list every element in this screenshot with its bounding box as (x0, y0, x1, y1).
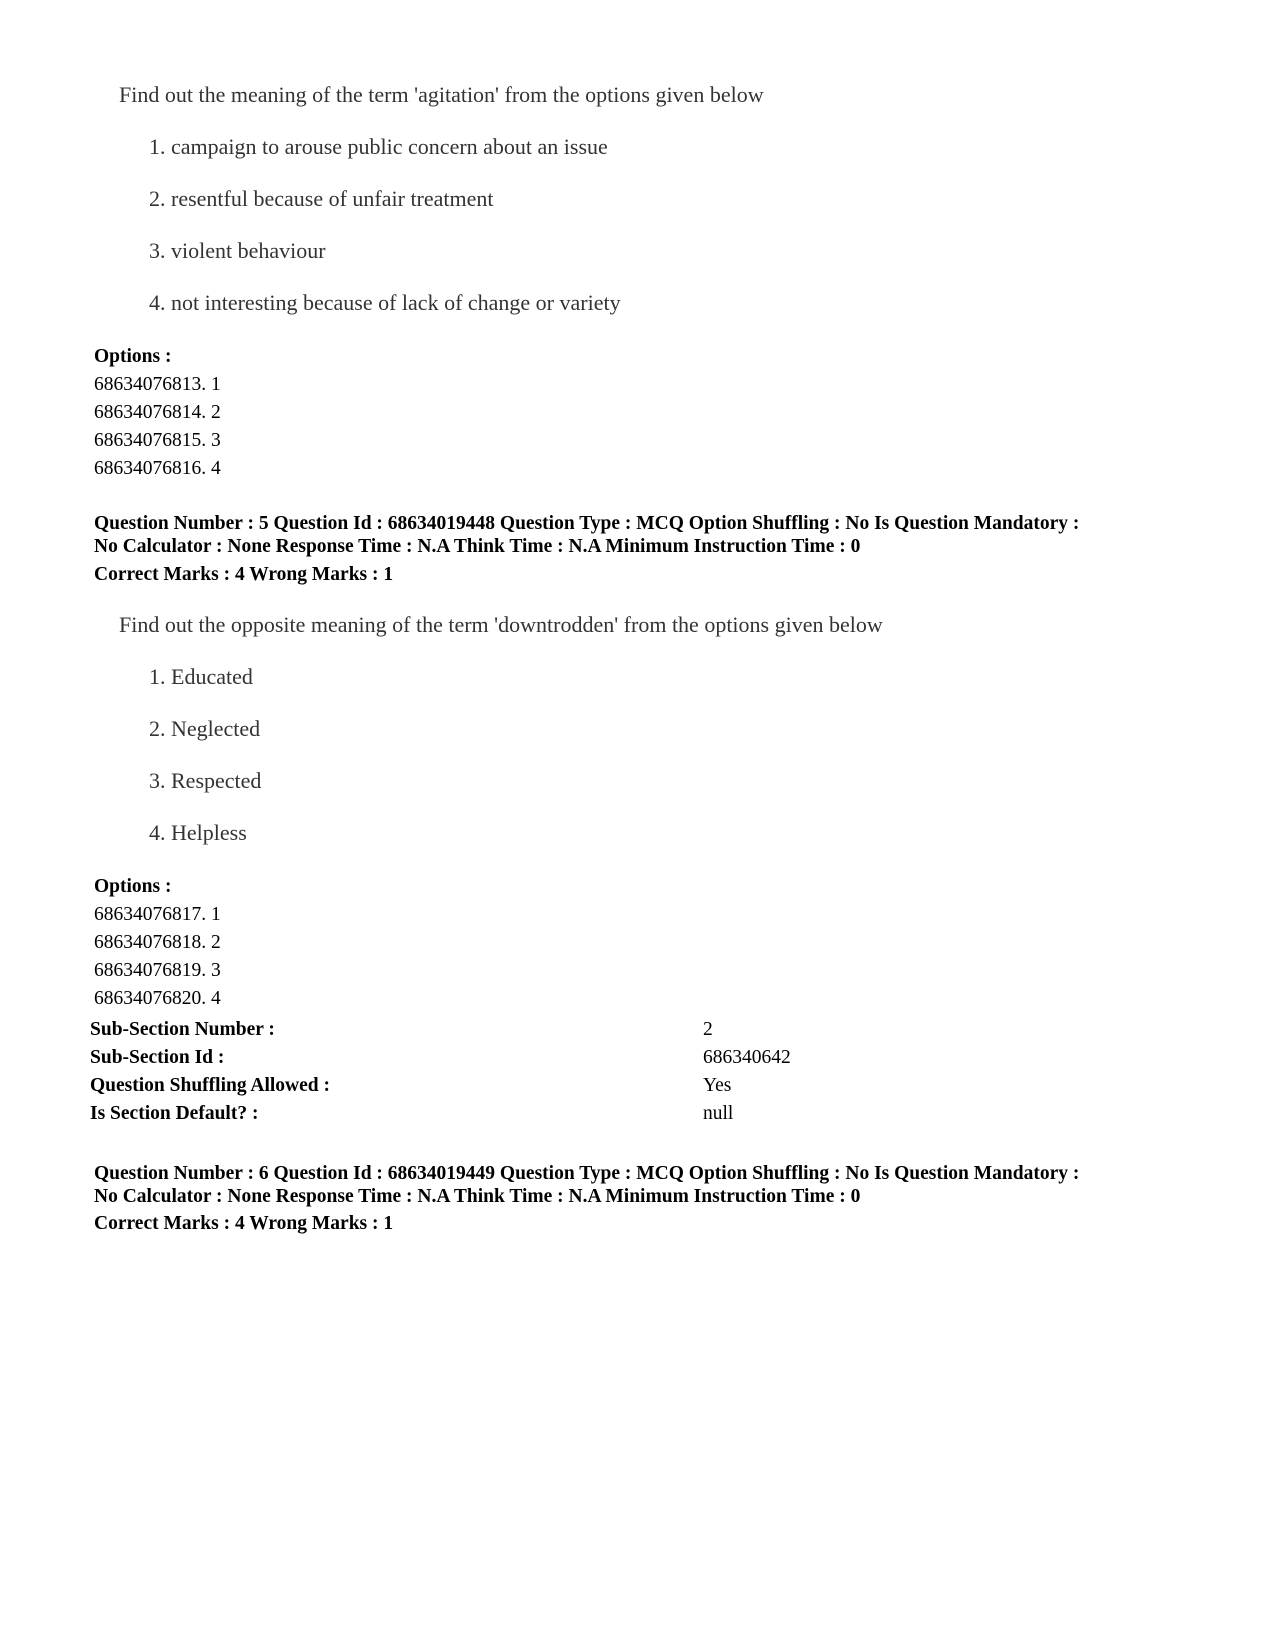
question-5-option-1: 68634076817. 1 (94, 904, 221, 925)
question-4-option-3: 68634076815. 3 (94, 430, 221, 451)
question-5-stem: Find out the opposite meaning of the term 'downtrodden' from the options given below (119, 612, 883, 637)
question-5-option-2: 68634076818. 2 (94, 932, 221, 953)
question-6-marks: Correct Marks : 4 Wrong Marks : 1 (94, 1213, 394, 1234)
section-default-value: null (703, 1103, 734, 1124)
question-5-choice-4: 4. Helpless (149, 820, 247, 845)
question-4-option-1: 68634076813. 1 (94, 374, 221, 395)
subsection-id-label: Sub-Section Id : (90, 1047, 225, 1068)
question-4-choice-4: 4. not interesting because of lack of change or variety (149, 290, 621, 315)
section-default-label: Is Section Default? : (90, 1103, 259, 1124)
question-4-choice-2: 2. resentful because of unfair treatment (149, 186, 494, 211)
question-5-header-line-1: Question Number : 5 Question Id : 68634019448 Question Type : MCQ Option Shuffling : No Is Question Mandatory : (94, 513, 1080, 534)
question-4-choice-3: 3. violent behaviour (149, 238, 326, 263)
subsection-number-label: Sub-Section Number : (90, 1019, 275, 1040)
question-6-header-line-1: Question Number : 6 Question Id : 68634019449 Question Type : MCQ Option Shuffling : No Is Question Mandatory : (94, 1163, 1080, 1184)
question-5-option-3: 68634076819. 3 (94, 960, 221, 981)
question-4-options-label: Options : (94, 346, 172, 367)
question-5-choice-3: 3. Respected (149, 768, 262, 793)
question-5-choice-2: 2. Neglected (149, 716, 261, 741)
question-5-option-4: 68634076820. 4 (94, 988, 221, 1009)
subsection-number-value: 2 (703, 1019, 713, 1040)
question-5-marks: Correct Marks : 4 Wrong Marks : 1 (94, 564, 394, 585)
question-6-header-line-2: No Calculator : None Response Time : N.A Think Time : N.A Minimum Instruction Time : 0 (94, 1186, 861, 1207)
question-5-choice-1: 1. Educated (149, 664, 253, 689)
question-4-option-4: 68634076816. 4 (94, 458, 221, 479)
question-shuffling-value: Yes (703, 1075, 732, 1096)
question-shuffling-label: Question Shuffling Allowed : (90, 1075, 331, 1096)
subsection-id-value: 686340642 (703, 1047, 791, 1068)
question-5-header-line-2: No Calculator : None Response Time : N.A Think Time : N.A Minimum Instruction Time : 0 (94, 536, 861, 557)
question-4-choice-1: 1. campaign to arouse public concern about an issue (149, 134, 608, 159)
question-5-options-label: Options : (94, 876, 172, 897)
question-4-stem: Find out the meaning of the term 'agitation' from the options given below (119, 82, 764, 107)
question-4-option-2: 68634076814. 2 (94, 402, 221, 423)
